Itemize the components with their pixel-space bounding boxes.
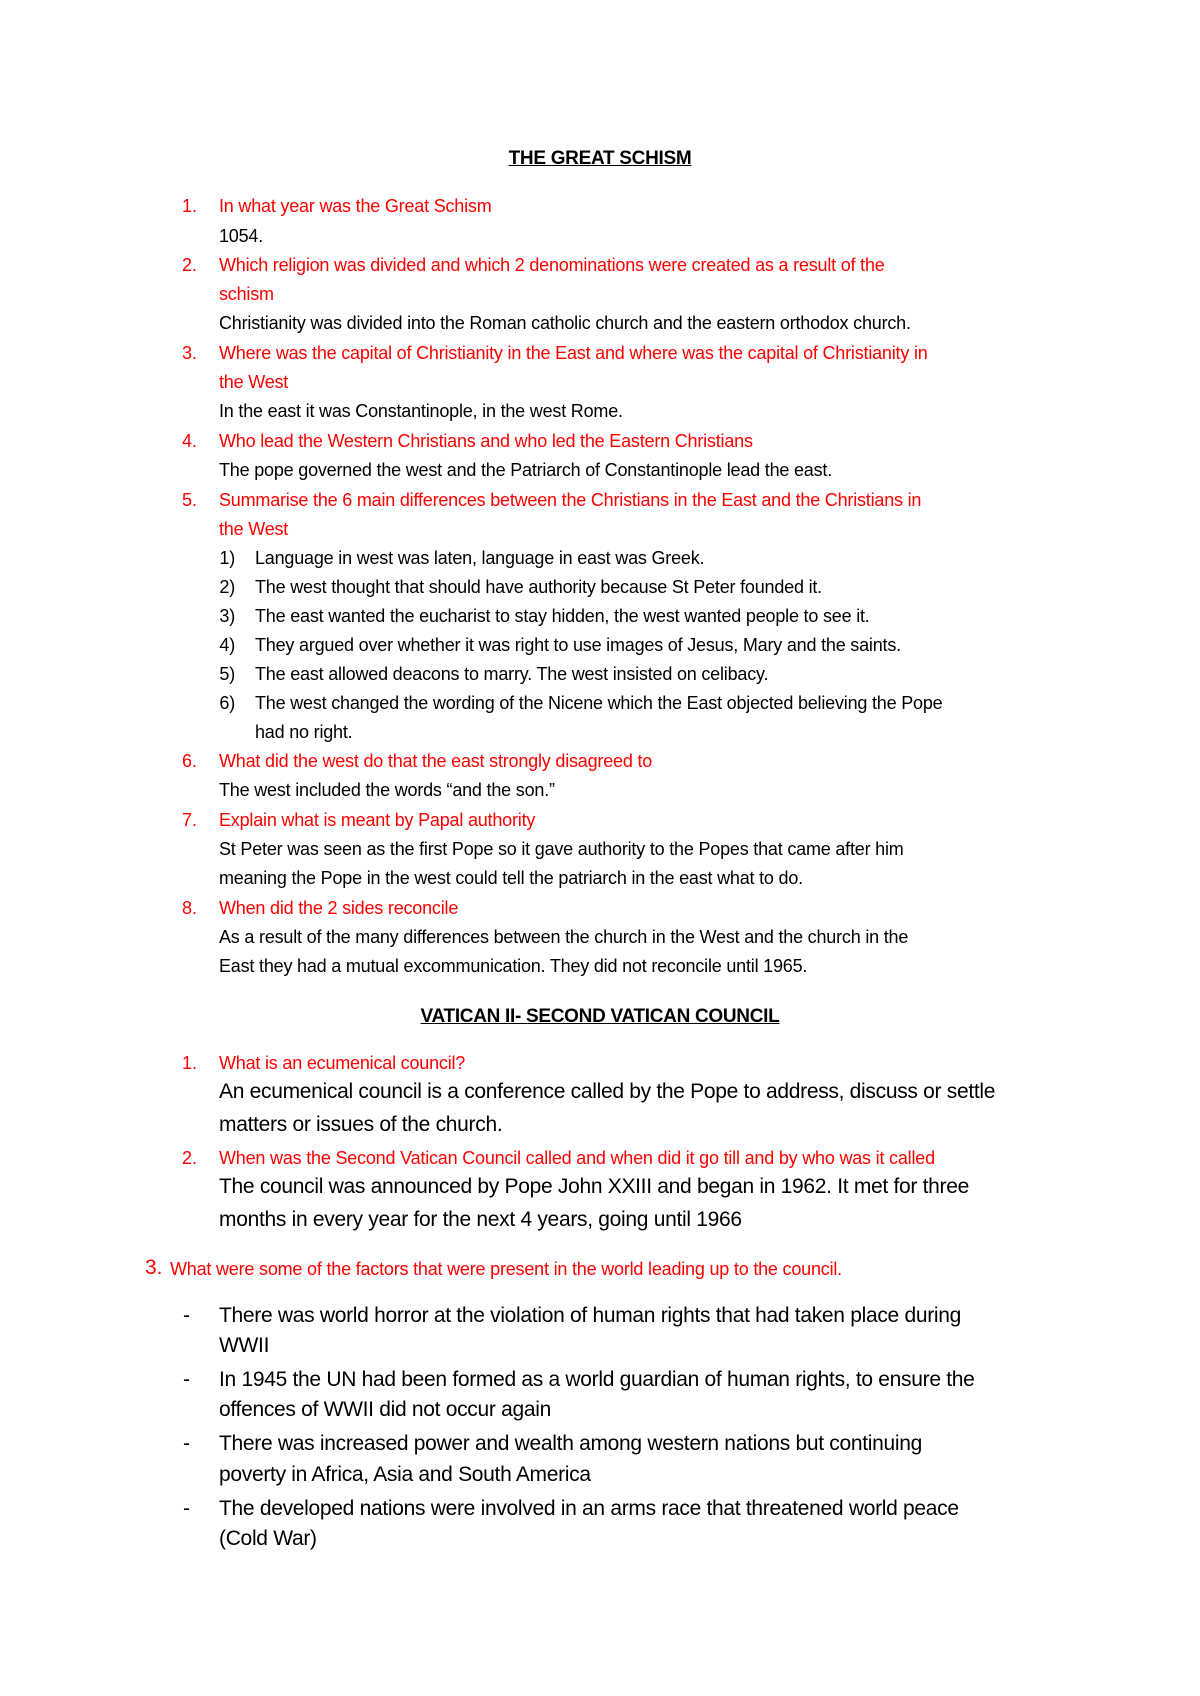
bullet-dash: -: [183, 1368, 190, 1391]
factor-text: WWII: [219, 1334, 270, 1357]
difference-number: 4): [219, 635, 235, 655]
factor-text: (Cold War): [219, 1527, 317, 1550]
factor-text: poverty in Africa, Asia and South America: [219, 1463, 591, 1486]
bullet-dash: -: [183, 1432, 190, 1455]
difference-text: The west thought that should have authority because St Peter founded it.: [255, 577, 822, 597]
answer-text: East they had a mutual excommunication. They did not reconcile until 1965.: [219, 956, 808, 976]
question-text: Where was the capital of Christianity in the East and where was the capital of Christianity in: [219, 343, 928, 363]
factor-text: There was world horror at the violation of human rights that had taken place during: [219, 1304, 962, 1327]
question-text: Which religion was divided and which 2 denominations were created as a result of the: [219, 255, 885, 275]
difference-text: Language in west was laten, language in east was Greek.: [255, 548, 705, 568]
difference-text: The west changed the wording of the Nicene which the East objected believing the Pope: [255, 693, 943, 713]
question-text: What is an ecumenical council?: [219, 1053, 466, 1073]
question-text: Explain what is meant by Papal authority: [219, 810, 536, 830]
question-text: What were some of the factors that were present in the world leading up to the council.: [170, 1259, 842, 1279]
question-number: 3.: [181, 343, 197, 363]
question-number: 5.: [181, 490, 197, 510]
factor-text: The developed nations were involved in an arms race that threatened world peace: [219, 1497, 959, 1520]
factor-text: There was increased power and wealth among western nations but continuing: [219, 1432, 923, 1455]
difference-number: 2): [219, 577, 235, 597]
question-text: the West: [219, 372, 289, 392]
question-text: When did the 2 sides reconcile: [219, 898, 459, 918]
question-text: When was the Second Vatican Council called and when did it go till and by who was it called: [219, 1148, 935, 1168]
question-number: 6.: [181, 751, 197, 771]
factor-text: offences of WWII did not occur again: [219, 1398, 551, 1421]
question-text: What did the west do that the east strongly disagreed to: [219, 751, 653, 771]
answer-text: As a result of the many differences between the church in the West and the church in the: [219, 927, 909, 947]
question-text: Summarise the 6 main differences between the Christians in the East and the Christians in: [219, 490, 922, 510]
answer-text: Christianity was divided into the Roman catholic church and the eastern orthodox church.: [219, 313, 911, 333]
difference-text: had no right.: [255, 722, 353, 742]
answer-text: months in every year for the next 4 years, going until 1966: [219, 1208, 742, 1231]
difference-text: The east wanted the eucharist to stay hidden, the west wanted people to see it.: [255, 606, 870, 626]
question-number: 8.: [181, 898, 197, 918]
difference-number: 6): [219, 693, 235, 713]
answer-text: 1054.: [219, 226, 264, 246]
question-number: 2.: [181, 1148, 197, 1168]
section-title-vatican-ii: VATICAN II- SECOND VATICAN COUNCIL: [420, 1006, 780, 1027]
answer-text: In the east it was Constantinople, in the west Rome.: [219, 401, 623, 421]
difference-number: 1): [219, 548, 235, 568]
question-number: 2.: [181, 255, 197, 275]
question-number: 4.: [181, 431, 197, 451]
question-number: 1.: [181, 1053, 197, 1073]
difference-text: They argued over whether it was right to use images of Jesus, Mary and the saints.: [255, 635, 901, 655]
question-text: schism: [219, 284, 274, 304]
answer-text: matters or issues of the church.: [219, 1113, 503, 1136]
question-number: 3.: [145, 1256, 163, 1279]
question-text: In what year was the Great Schism: [219, 196, 492, 216]
difference-number: 5): [219, 664, 235, 684]
bullet-dash: -: [183, 1304, 190, 1327]
section-title-great-schism: THE GREAT SCHISM: [508, 148, 692, 169]
answer-text: The west included the words “and the son.”: [219, 780, 555, 800]
question-text: Who lead the Western Christians and who led the Eastern Christians: [219, 431, 753, 451]
answer-text: The council was announced by Pope John XXIII and began in 1962. It met for three: [219, 1175, 970, 1198]
difference-number: 3): [219, 606, 235, 626]
answer-text: St Peter was seen as the first Pope so it gave authority to the Popes that came after him: [219, 839, 904, 859]
answer-text: The pope governed the west and the Patriarch of Constantinople lead the east.: [219, 460, 833, 480]
question-text: the West: [219, 519, 289, 539]
bullet-dash: -: [183, 1497, 190, 1520]
difference-text: The east allowed deacons to marry. The west insisted on celibacy.: [255, 664, 769, 684]
question-number: 7.: [181, 810, 197, 830]
answer-text: meaning the Pope in the west could tell the patriarch in the east what to do.: [219, 868, 803, 888]
question-number: 1.: [181, 196, 197, 216]
factor-text: In 1945 the UN had been formed as a world guardian of human rights, to ensure the: [219, 1368, 975, 1391]
answer-text: An ecumenical council is a conference called by the Pope to address, discuss or settle: [219, 1080, 996, 1103]
